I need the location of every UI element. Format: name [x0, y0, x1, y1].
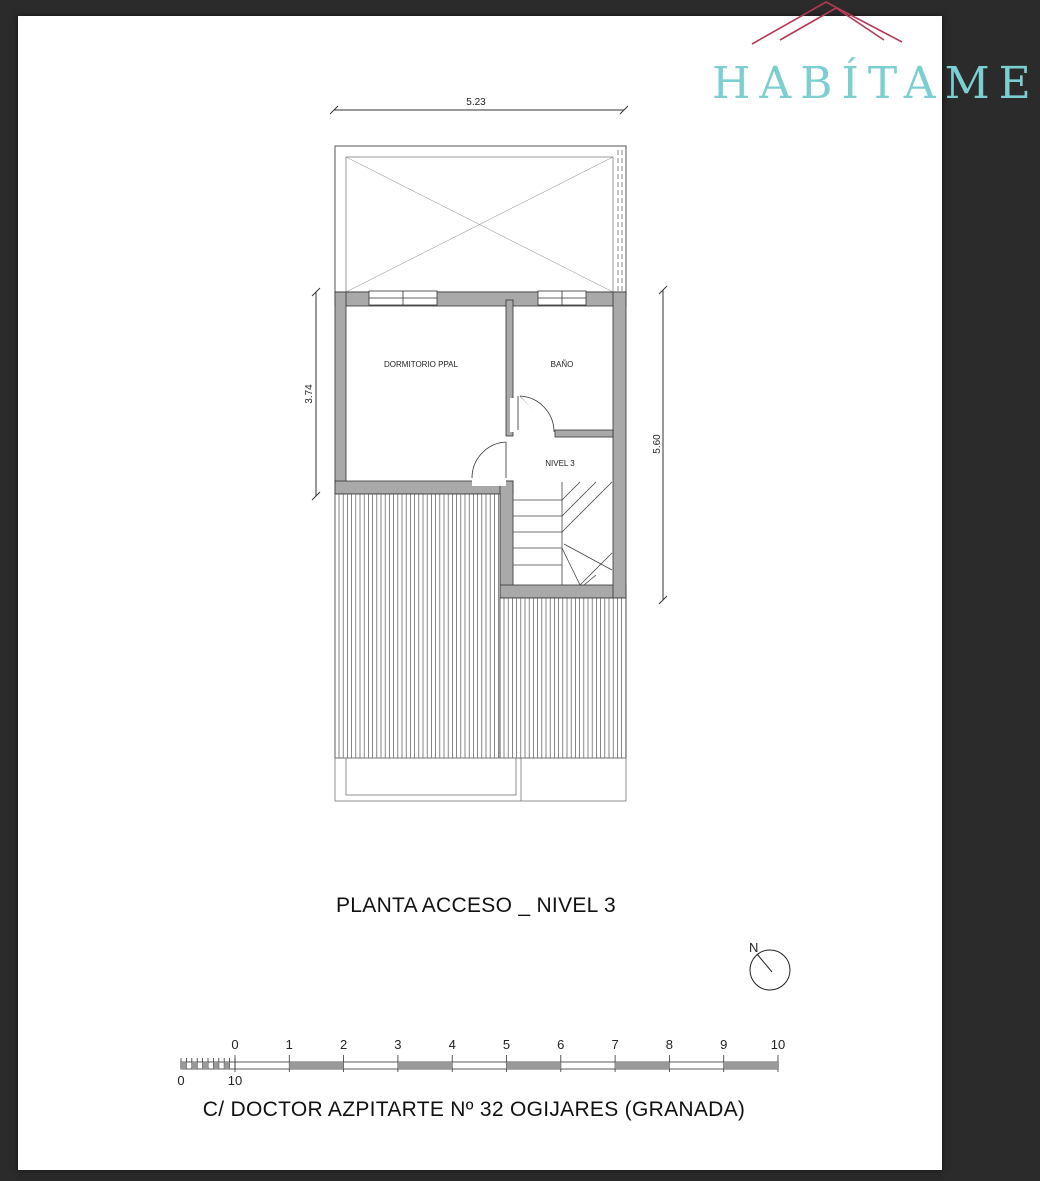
room-label-bedroom: DORMITORIO PPAL [384, 360, 458, 369]
dimension-top-label: 5.23 [466, 97, 486, 108]
scale-top-label: 2 [339, 1037, 348, 1052]
scale-bar [181, 1055, 778, 1072]
north-arrow-icon [750, 950, 790, 990]
plan-title: PLANTA ACCESO _ NIVEL 3 [335, 894, 616, 917]
scale-top-label: 7 [611, 1037, 619, 1052]
north-label: N [749, 940, 759, 955]
scale-top-label: 0 [231, 1037, 239, 1052]
dimension-left-label: 3.74 [304, 384, 315, 404]
scale-top-label: 3 [394, 1037, 402, 1052]
scale-top-label: 10 [770, 1037, 786, 1052]
scale-top-label: 8 [665, 1037, 674, 1052]
scale-bottom-label: 10 [227, 1073, 243, 1088]
room-label-level: NIVEL 3 [545, 459, 575, 468]
window-bedroom [369, 291, 437, 305]
scale-top-label: 5 [502, 1037, 511, 1052]
scale-top-label: 1 [285, 1037, 293, 1052]
scale-bottom-label: 0 [177, 1073, 185, 1088]
terrace-decking [335, 494, 626, 758]
scale-top-label: 6 [557, 1037, 565, 1052]
address-label: C/ DOCTOR AZPITARTE Nº 32 OGIJARES (GRANADA) [202, 1098, 746, 1121]
brand-logo: HABÍTAME [712, 58, 1040, 109]
room-label-bathroom: BAÑO [550, 360, 574, 369]
scale-top-label: 4 [448, 1037, 456, 1052]
planter-boxes [335, 758, 626, 801]
brand-roof-icon [752, 2, 902, 44]
door-bathroom [510, 396, 554, 432]
dimension-right-label: 5.60 [652, 434, 663, 454]
staircase [513, 482, 612, 585]
scale-top-label: 9 [720, 1037, 728, 1052]
door-bedroom [472, 442, 506, 486]
window-bathroom [538, 291, 586, 305]
